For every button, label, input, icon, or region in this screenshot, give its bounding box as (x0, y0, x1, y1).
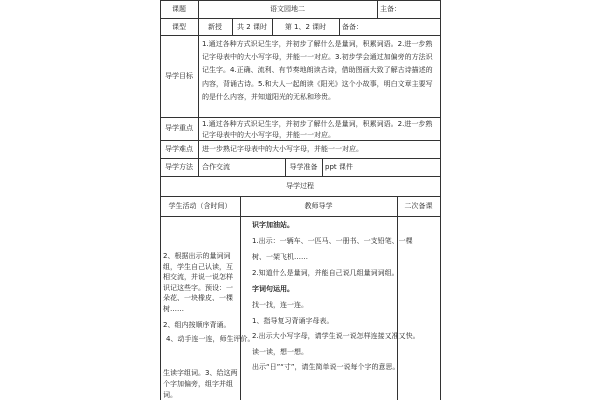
preparation-value: ppt 课件 (325, 163, 353, 171)
difficulties-label: 导学难点 (165, 145, 193, 153)
teacher-section-2-title: 字词句运用。 (252, 285, 294, 293)
rule (440, 0, 441, 400)
difficulties-text: 进一步熟记字母表中的大小写字母，并能一一对应。 (202, 145, 363, 153)
rule (160, 117, 441, 118)
rule (160, 0, 161, 400)
teacher-line: 读一读，想一想。 (252, 348, 308, 356)
process-title: 导学过程 (286, 182, 314, 190)
host-label: 主备： (380, 5, 401, 13)
teacher-line: 2.出示大小写字母，请学生说一说怎样连接又准又快。 (252, 332, 420, 340)
teacher-section-1-title: 识字加油站。 (252, 221, 294, 229)
student-activity-2: 2、组内按顺序背诵。 (163, 321, 231, 329)
rule (160, 18, 441, 19)
objectives-text: 1.通过各种方式识记生字，并初步了解什么是量词，积累词语。2.进一步熟记字母表中的大小写字母，并能一一对应。3.初步学会通过加偏旁的方法识记生字。4.正确、流利、有节奏地朗读古诗，借助图画大致了解古诗描述的内容，背诵古诗。5.和大人一起朗读《阳光》这个小故事，明白文章主要写的是什么内容，并知道阳光的无私和珍贵。 (202, 40, 433, 101)
rule (377, 0, 378, 18)
lesson-type-value: 新授 (208, 23, 222, 31)
teacher-line: 找一找，连一连。 (252, 301, 308, 309)
teacher-line: 1、指导复习背诵字母表。 (252, 317, 334, 325)
method-value: 合作交流 (202, 163, 230, 171)
student-activity-3: 4、动手连一连，师生评价。 (166, 335, 255, 343)
rule (160, 0, 441, 1)
preparer-label: 备备： (342, 23, 363, 31)
current-periods: 第 1、2 课时 (284, 23, 327, 31)
topic-value: 语文园地二 (270, 5, 305, 13)
student-activity-header: 学生活动（含时间） (168, 202, 232, 210)
revision-header: 二次备课 (404, 202, 433, 210)
preparation-label: 导学准备 (289, 163, 318, 171)
rule (160, 176, 441, 177)
lesson-type-label: 课型 (172, 23, 186, 31)
rule (322, 158, 323, 176)
rule (160, 158, 441, 159)
rule (160, 35, 441, 36)
method-label: 导学方法 (165, 163, 193, 171)
objectives-label: 导学目标 (165, 72, 193, 80)
key-points-text: 1.通过各种方式识记生字，并初步了解什么是量词，积累词语。2.进一步熟记字母表中的大小写字母，并能一一对应。 (202, 120, 433, 139)
topic-label: 课题 (172, 5, 186, 13)
teacher-line: 1.出示：一辆车、一匹马、一册书、一支铅笔、一棵 (252, 237, 413, 245)
teacher-guidance-header: 教师导学 (304, 202, 333, 210)
rule (160, 216, 441, 217)
teacher-line: 2.知道什么是量词，并能自己说几组量词词组。 (252, 269, 399, 277)
rule (160, 196, 441, 197)
rule (240, 196, 241, 400)
key-points-label: 导学重点 (165, 124, 193, 132)
student-activity-1: 2、根据出示的量词词组，学生自己认读，互相交流，并说一说怎样识记这些字。预设：一朵花、一块橡皮、一棵树…… (163, 252, 233, 313)
total-periods: 共 2 课时 (237, 23, 267, 31)
rule (339, 18, 340, 35)
teacher-line: 树、一架飞机…… (252, 253, 308, 261)
teacher-line: 出示“日”“寸”，请生简单说一说每个字的意思。 (252, 363, 400, 371)
student-activity-4: 生读字组词。3、给这两个字加偏旁，组字并组词。 (163, 369, 238, 399)
